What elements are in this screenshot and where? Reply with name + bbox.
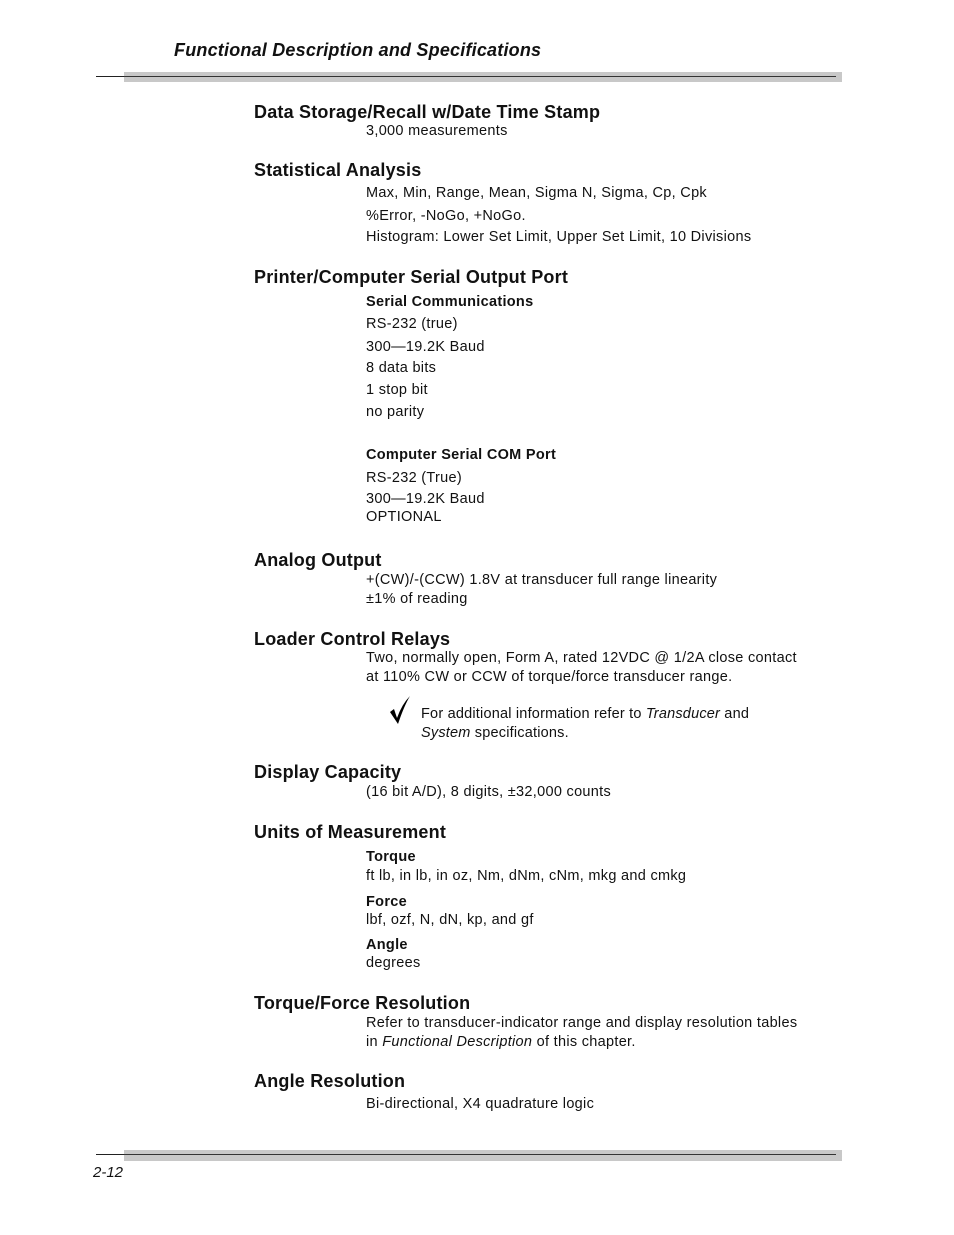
serial-line-3: 8 data bits <box>366 360 437 376</box>
loader-line-2: at 110% CW or CCW of torque/force transducer range. <box>366 669 733 685</box>
serial-line-4: 1 stop bit <box>366 382 428 398</box>
statistical-line-1: Max, Min, Range, Mean, Sigma N, Sigma, Cp, Cpk <box>366 185 707 201</box>
header-rule-line <box>124 76 836 77</box>
serial-line-5: no parity <box>366 404 425 420</box>
section-heading-analog-output: Analog Output <box>254 550 382 570</box>
torque-units-text: ft lb, in lb, in oz, Nm, dNm, cNm, mkg and cmkg <box>366 868 687 884</box>
section-heading-data-storage: Data Storage/Recall w/Date Time Stamp <box>254 102 601 122</box>
statistical-line-3: Histogram: Lower Set Limit, Upper Set Limit, 10 Divisions <box>366 229 752 245</box>
com-line-1: RS-232 (True) <box>366 470 463 486</box>
section-heading-printer-port: Printer/Computer Serial Output Port <box>254 267 569 287</box>
statistical-line-2: %Error, -NoGo, +NoGo. <box>366 208 526 224</box>
torque-subheading: Torque <box>366 849 416 865</box>
footer-rule-line <box>124 1154 836 1155</box>
section-heading-angle-resolution: Angle Resolution <box>254 1071 406 1091</box>
serial-line-1: RS-232 (true) <box>366 316 458 332</box>
force-units-text: lbf, ozf, N, dN, kp, and gf <box>366 912 534 928</box>
torque-resolution-line-2 <box>366 1034 636 1050</box>
torque-resolution-line-1: Refer to transducer-indicator range and display resolution tables <box>366 1015 798 1031</box>
page-number: 2-12 <box>93 1164 124 1181</box>
resolution-text: of this chapter. <box>532 1034 636 1050</box>
display-capacity-text: (16 bit A/D), 8 digits, ±32,000 counts <box>366 784 612 800</box>
resolution-emphasis: Functional Description <box>382 1034 533 1050</box>
analog-line-1: +(CW)/-(CCW) 1.8V at transducer full range linearity <box>366 572 718 588</box>
com-line-3: OPTIONAL <box>366 509 442 525</box>
com-line-2: 300—19.2K Baud <box>366 491 485 507</box>
data-storage-text: 3,000 measurements <box>366 123 508 139</box>
resolution-text: in <box>366 1034 383 1050</box>
loader-note-line-2 <box>421 725 569 741</box>
note-text: and <box>720 706 750 722</box>
section-heading-units: Units of Measurement <box>254 822 447 842</box>
angle-resolution-text: Bi-directional, X4 quadrature logic <box>366 1096 595 1112</box>
angle-subheading: Angle <box>366 937 408 953</box>
footer-rule-bar <box>124 1150 842 1161</box>
note-emphasis-system: System <box>421 725 471 741</box>
section-heading-loader-relays: Loader Control Relays <box>254 629 451 649</box>
running-header-title: Functional Description and Specifications <box>174 40 542 60</box>
analog-line-2: ±1% of reading <box>366 591 468 607</box>
loader-line-1: Two, normally open, Form A, rated 12VDC @ 1/2A close contact <box>366 650 797 666</box>
section-heading-torque-resolution: Torque/Force Resolution <box>254 993 471 1013</box>
serial-line-2: 300—19.2K Baud <box>366 339 485 355</box>
serial-communications-subheading: Serial Communications <box>366 294 534 310</box>
checkmark-icon <box>388 694 414 726</box>
loader-note-line-1 <box>421 706 749 722</box>
note-emphasis-transducer: Transducer <box>645 706 721 722</box>
computer-com-port-subheading: Computer Serial COM Port <box>366 447 557 463</box>
section-heading-statistical-analysis: Statistical Analysis <box>254 160 422 180</box>
section-heading-display-capacity: Display Capacity <box>254 762 402 782</box>
angle-units-text: degrees <box>366 955 421 971</box>
note-text: specifications. <box>470 725 569 741</box>
header-rule-bar <box>124 72 842 82</box>
note-text: For additional information refer to <box>421 706 646 722</box>
force-subheading: Force <box>366 894 407 910</box>
